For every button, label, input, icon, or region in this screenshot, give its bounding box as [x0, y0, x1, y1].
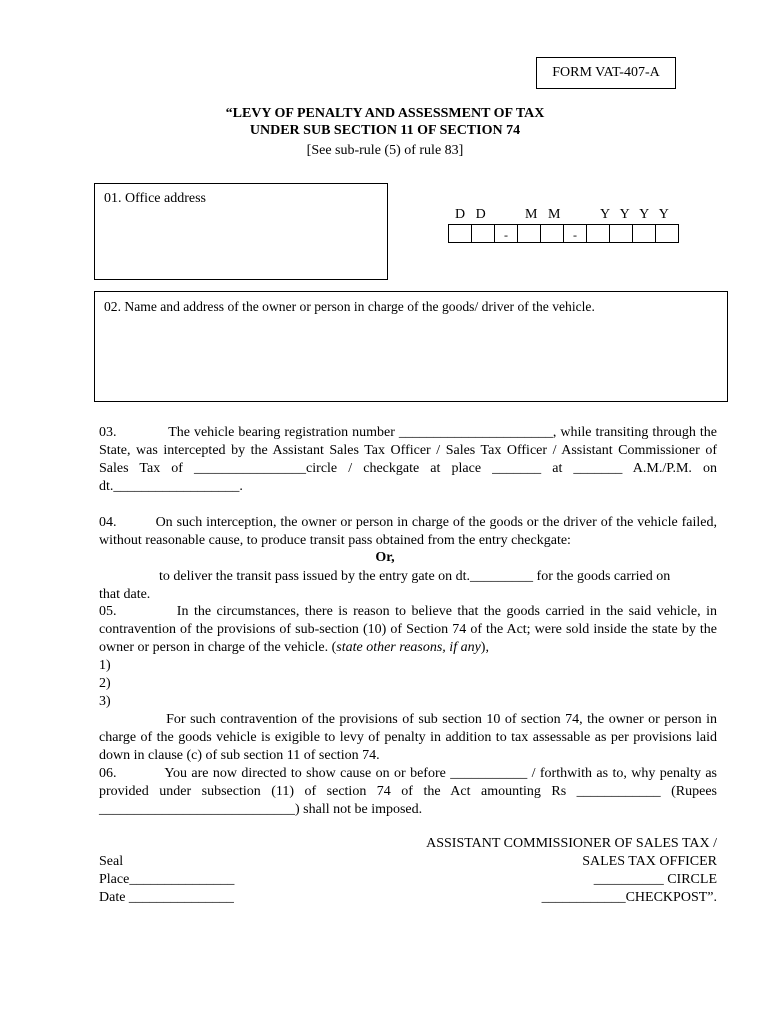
- section-04b-line1: to deliver the transit pass issued by the entry gate on dt._________ for the goods carried on: [159, 569, 671, 584]
- signatory-circle: __________ CIRCLE: [593, 872, 717, 887]
- date-header-dd: D D: [455, 207, 486, 222]
- signatory-designation-1: ASSISTANT COMMISSIONER OF SALES TAX /: [426, 836, 717, 851]
- contravention-paragraph: For such contravention of the provisions of sub section 10 of section 74, the owner or person in charge of the goods vehicle is exigible to levy of penalty in addition to tax assessable as per provisions laid down in clause (c) of sub section 11 of section 74.: [99, 712, 717, 763]
- date-cell[interactable]: [610, 224, 633, 243]
- date-cell[interactable]: [449, 224, 472, 243]
- date-header-mm: M M: [525, 207, 561, 222]
- signatory-checkpost: ____________CHECKPOST”.: [541, 890, 717, 905]
- date-separator-cell: -: [495, 224, 518, 243]
- date-field[interactable]: Date _______________: [99, 890, 234, 905]
- date-cell[interactable]: [633, 224, 656, 243]
- date-cell[interactable]: [656, 224, 679, 243]
- rule-reference: [See sub-rule (5) of rule 83]: [306, 143, 464, 158]
- section-03-paragraph: 03. The vehicle bearing registration number ______________________, while transiting through the State, was intercepted by the Assistant Sales Tax Officer / Sales Tax Officer / Assistant Commissioner of Sales Tax of ________________circle / checkgate at place _______ at _______ A.M./P.M. on dt.__________________.: [99, 425, 717, 494]
- form-title-line1: “LEVY OF PENALTY AND ASSESSMENT OF TAX: [225, 106, 545, 121]
- form-title-line2: UNDER SUB SECTION 11 OF SECTION 74: [249, 123, 521, 138]
- date-input-grid[interactable]: [448, 224, 679, 243]
- reason-item-1: 1): [99, 658, 111, 673]
- date-cell[interactable]: [587, 224, 610, 243]
- seal-label: Seal: [99, 854, 124, 869]
- office-address-box[interactable]: [94, 183, 388, 280]
- section-05-paragraph: 05. In the circumstances, there is reason to believe that the goods carried in the said vehicle, in contravention of the provisions of sub-section (10) of Section 74 of the Act; were sold inside the state by the owner or person in charge of the vehicle. (state other reasons, if any),: [99, 604, 717, 655]
- owner-details-box[interactable]: [94, 291, 728, 402]
- signatory-designation-2: SALES TAX OFFICER: [582, 854, 717, 869]
- or-separator: Or,: [375, 550, 395, 565]
- date-header-yyyy: Y Y Y Y: [600, 207, 669, 222]
- owner-details-label: 02. Name and address of the owner or person in charge of the goods/ driver of the vehicle.: [104, 299, 595, 314]
- section-05-italic-note: state other reasons, if any: [336, 640, 481, 655]
- reason-item-2: 2): [99, 676, 111, 691]
- reason-item-3: 3): [99, 694, 111, 709]
- date-cell[interactable]: [541, 224, 564, 243]
- office-address-label: 01. Office address: [104, 191, 206, 206]
- date-cell[interactable]: [472, 224, 495, 243]
- form-number: FORM VAT-407-A: [536, 57, 676, 89]
- place-field[interactable]: Place_______________: [99, 872, 235, 887]
- section-04-paragraph: 04. On such interception, the owner or person in charge of the goods or the driver of the vehicle failed, without reasonable cause, to produce transit pass obtained from the entry checkgate:: [99, 515, 717, 548]
- section-04b-line2: that date.: [99, 587, 151, 602]
- date-cell[interactable]: [518, 224, 541, 243]
- section-06-paragraph: 06. You are now directed to show cause on or before ___________ / forthwith as to, why penalty as provided under subsection (11) of section 74 of the Act amounting Rs ____________ (Rupees ____________________________) shall not be imposed.: [99, 766, 717, 817]
- date-separator-cell: -: [564, 224, 587, 243]
